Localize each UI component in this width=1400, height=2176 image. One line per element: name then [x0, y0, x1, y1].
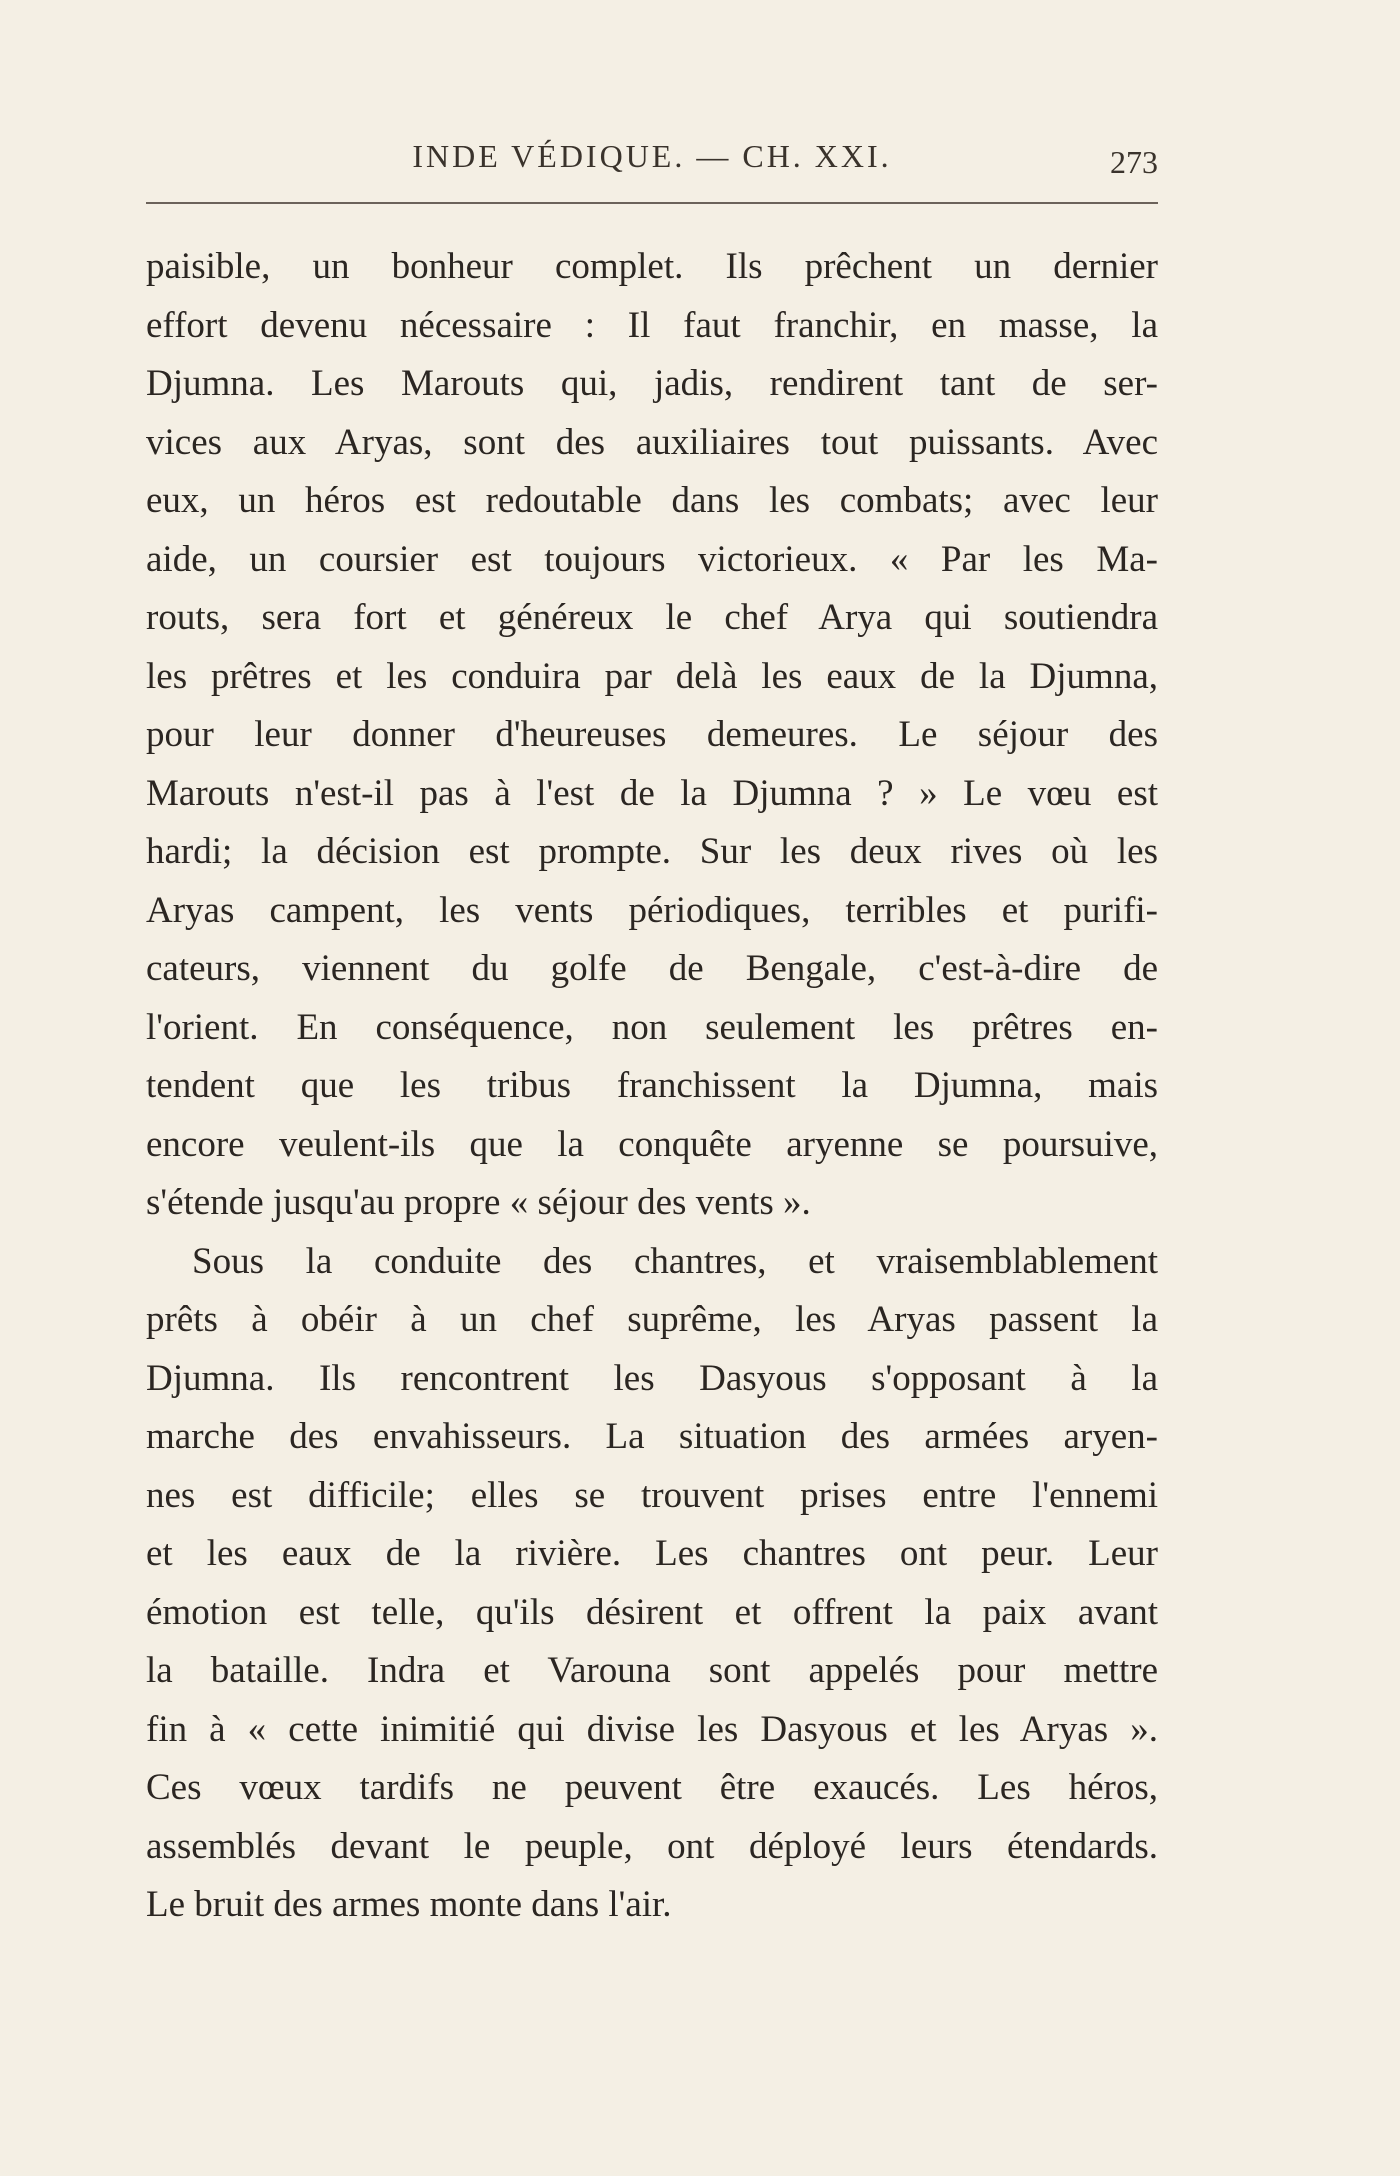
text-line: effort devenu nécessaire : Il faut franchir, en masse, la [146, 304, 1158, 346]
text-line: pour leur donner d'heureuses demeures. Le séjour des [146, 714, 1158, 755]
body-text [146, 238, 1158, 1935]
text-line: aide, un coursier est toujours victorieux. « Par les Ma- [146, 538, 1158, 580]
text-line: Djumna. Les Marouts qui, jadis, rendirent tant de ser- [146, 363, 1158, 404]
text-line: Djumna. Ils rencontrent les Dasyous s'opposant à la [146, 1357, 1158, 1399]
text-line: marche des envahisseurs. La situation des armées aryen- [146, 1416, 1158, 1457]
text-line: fin à « cette inimitié qui divise les Dasyous et les Aryas ». [146, 1708, 1158, 1750]
text-line: eux, un héros est redoutable dans les combats; avec leur [146, 480, 1158, 521]
text-line: cateurs, viennent du golfe de Bengale, c'est-à-dire de [146, 948, 1158, 989]
text-line: assemblés devant le peuple, ont déployé leurs étendards. [146, 1825, 1158, 1867]
text-line: l'orient. En conséquence, non seulement les prêtres en- [146, 1006, 1158, 1048]
running-head-title: INDE VÉDIQUE. — CH. XXI. [412, 138, 892, 174]
paragraph-first-line: Sous la conduite des chantres, et vraisemblablement [192, 1240, 1158, 1282]
text-line: encore veulent-ils que la conquête aryenne se poursuive, [146, 1123, 1158, 1165]
text-line: hardi; la décision est prompte. Sur les deux rives où les [146, 831, 1158, 872]
text-line: émotion est telle, qu'ils désirent et offrent la paix avant [146, 1591, 1158, 1633]
text-line: les prêtres et les conduira par delà les eaux de la Djumna, [146, 655, 1158, 697]
page-number: 273 [1110, 144, 1158, 180]
paragraph-last-line: Le bruit des armes monte dans l'air. [146, 1884, 672, 1925]
text-line: nes est difficile; elles se trouvent prises entre l'ennemi [146, 1474, 1158, 1516]
paragraph-last-line: s'étende jusqu'au propre « séjour des vents ». [146, 1182, 811, 1223]
text-line: vices aux Aryas, sont des auxiliaires tout puissants. Avec [146, 421, 1158, 463]
text-line: Ces vœux tardifs ne peuvent être exaucés. Les héros, [146, 1767, 1158, 1808]
text-line: tendent que les tribus franchissent la Djumna, mais [146, 1065, 1158, 1106]
running-head [146, 132, 1158, 182]
header-rule [146, 202, 1158, 204]
text-line: et les eaux de la rivière. Les chantres ont peur. Leur [146, 1533, 1158, 1574]
text-line: Aryas campent, les vents périodiques, terribles et purifi- [146, 889, 1158, 931]
text-line: prêts à obéir à un chef suprême, les Aryas passent la [146, 1299, 1158, 1340]
text-line: paisible, un bonheur complet. Ils prêchent un dernier [146, 246, 1158, 287]
text-line: Marouts n'est-il pas à l'est de la Djumna ? » Le vœu est [146, 772, 1158, 814]
text-line: routs, sera fort et généreux le chef Arya qui soutiendra [146, 597, 1158, 638]
text-line: la bataille. Indra et Varouna sont appelés pour mettre [146, 1650, 1158, 1691]
